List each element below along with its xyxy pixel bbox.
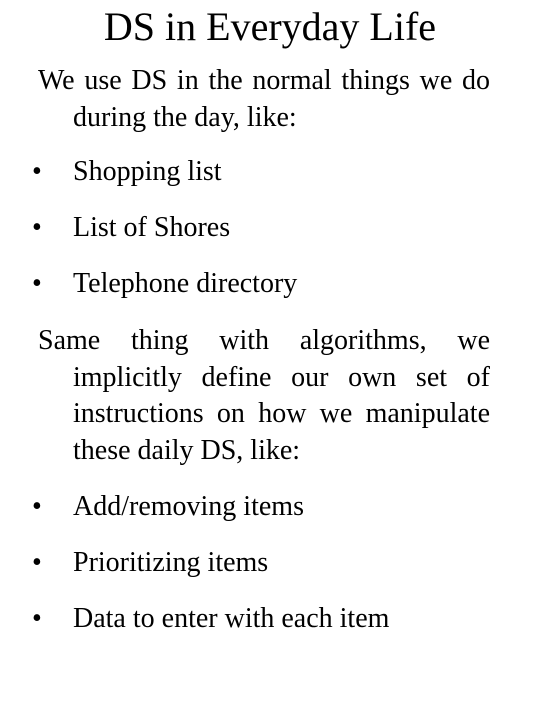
list-item [32, 268, 297, 324]
list-item [32, 156, 297, 212]
list-item-label: Prioritizing items [73, 547, 269, 578]
list-item-label: Telephone directory [73, 268, 298, 299]
list-item [32, 212, 297, 268]
algorithm-actions-list [32, 491, 389, 659]
everyday-ds-list [32, 156, 297, 324]
list-item-label: Add/removing items [73, 491, 304, 522]
list-item-label: Shopping list [73, 156, 222, 187]
list-item [32, 547, 389, 603]
bullet-icon: • [32, 603, 42, 634]
intro-paragraph: We use DS in the normal things we do during the day, like: [38, 65, 490, 133]
bullet-icon: • [32, 547, 42, 578]
list-item-label: Data to enter with each item [73, 603, 390, 634]
algorithms-paragraph: Same thing with algorithms, we implicitly define our own set of instructions on how we manipulate these daily DS, like: [38, 325, 490, 466]
bullet-icon: • [32, 156, 42, 187]
list-item-label: List of Shores [73, 212, 231, 243]
bullet-icon: • [32, 268, 42, 299]
list-item [32, 603, 389, 659]
slide-title: DS in Everyday Life [103, 4, 437, 49]
bullet-icon: • [32, 491, 42, 522]
bullet-icon: • [32, 212, 42, 243]
list-item [32, 491, 389, 547]
